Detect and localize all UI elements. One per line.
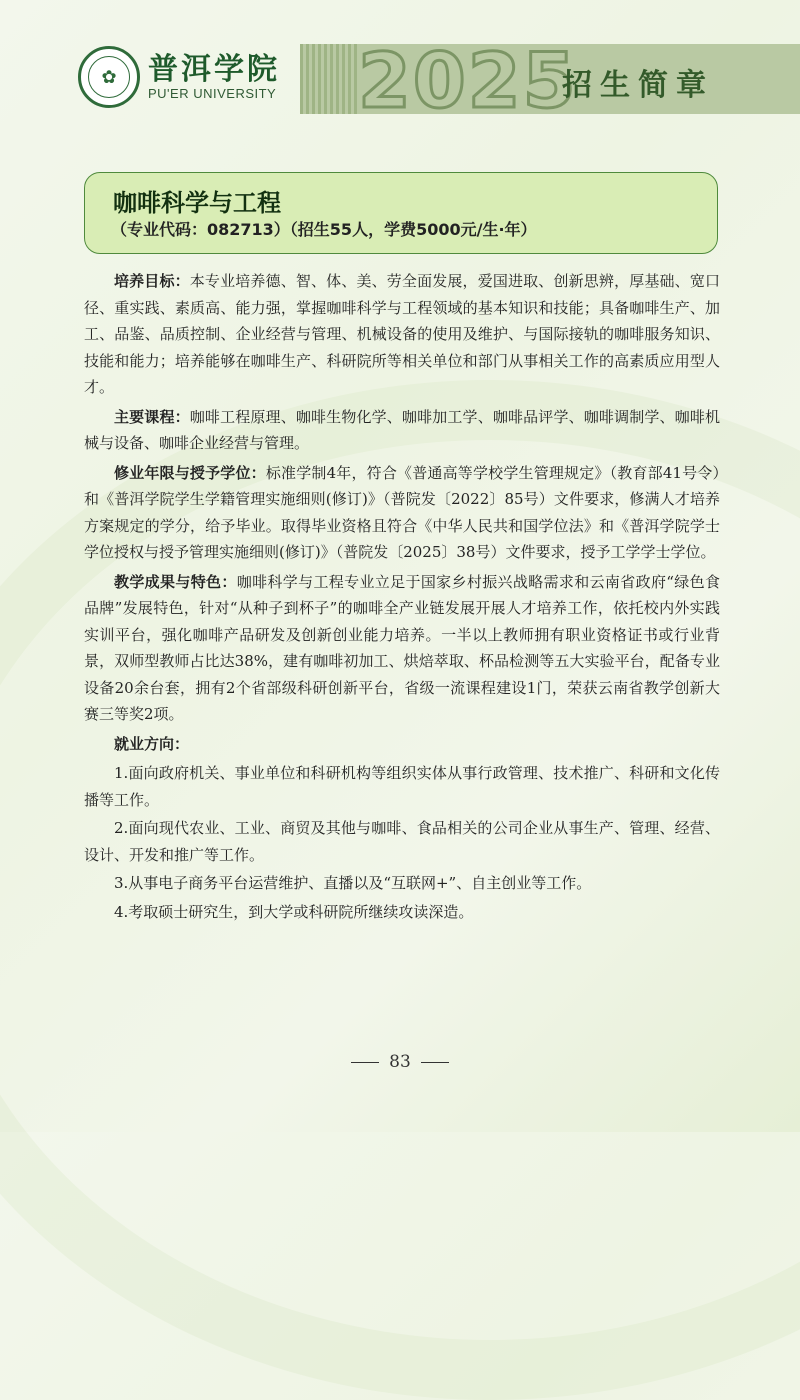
features-label: 教学成果与特色： — [114, 572, 237, 591]
university-name-en: PU'ER UNIVERSITY — [148, 85, 277, 101]
major-description — [84, 268, 720, 927]
courses-paragraph — [84, 404, 720, 457]
banner-year: 2025 — [358, 44, 578, 114]
objective-text: 本专业培养德、智、体、美、劳全面发展，爱国进取、创新思辨，厚基础、宽口径、重实践、素质高、能力强，掌握咖啡科学与工程领域的基本知识和技能；具备咖啡生产、加工、品鉴、品质控制、企业经营与管理、机械设备的使用及维护、与国际接轨的咖啡服务知识、技能和能力；培养能够在咖啡生产、科研院所等相关单位和部门从事相关工作的高素质应用型人才。 — [84, 272, 720, 396]
university-logo — [78, 46, 280, 108]
features-text: 咖啡科学与工程专业立足于国家乡村振兴战略需求和云南省政府“绿色食品牌”发展特色，针对“从种子到杯子”的咖啡全产业链发展开展人才培养工作，依托校内外实践实训平台，强化咖啡产品研发及创新创业能力培养。一半以上教师拥有职业资格证书或行业背景，双师型教师占比达38%，建有咖啡初加工、烘焙萃取、杯品检测等五大实验平台，配备专业设备20余台套，拥有2个省部级科研创新平台，省级一流课程建设1门，荣获云南省教学创新大赛三等奖2项。 — [84, 572, 720, 723]
features-paragraph — [84, 569, 720, 728]
employment-item: 2.面向现代农业、工业、商贸及其他与咖啡、食品相关的公司企业从事生产、管理、经营、设计、开发和推广等工作。 — [84, 819, 720, 864]
page-number-value: 83 — [389, 1052, 411, 1072]
page-number-dash-left — [351, 1062, 379, 1063]
page-number — [0, 1052, 800, 1072]
major-header-box — [84, 172, 718, 254]
employment-heading: 就业方向： — [114, 734, 190, 753]
courses-text: 咖啡工程原理、咖啡生物化学、咖啡加工学、咖啡品评学、咖啡调制学、咖啡机械与设备、咖啡企业经营与管理。 — [84, 407, 720, 452]
banner-stripes — [300, 44, 360, 114]
degree-label: 修业年限与授予学位： — [114, 463, 266, 482]
header-banner — [300, 44, 800, 114]
page-number-dash-right — [421, 1062, 449, 1063]
objective-paragraph — [84, 268, 720, 401]
degree-paragraph — [84, 460, 720, 566]
employment-item: 1.面向政府机关、事业单位和科研机构等组织实体从事行政管理、技术推广、科研和文化传播等工作。 — [84, 764, 720, 809]
degree-text: 标准学制4年，符合《普通高等学校学生管理规定》（教育部41号令）和《普洱学院学生学籍管理实施细则(修订)》（普院发〔2022〕85号）文件要求，修满人才培养方案规定的学分，给予毕业。取得毕业资格且符合《中华人民共和国学位法》和《普洱学院学士学位授权与授予管理实施细则(修订)》（普院发〔2025〕38号）文件要求，授予工学学士学位。 — [84, 463, 720, 561]
brochure-title: 招生简章 — [562, 68, 714, 103]
courses-label: 主要课程： — [114, 407, 190, 426]
employment-item: 4.考取硕士研究生，到大学或科研院所继续攻读深造。 — [114, 902, 474, 921]
major-subtitle: （专业代码：082713）（招生55人，学费5000元/生·年） — [111, 220, 537, 239]
university-seal-icon: ✿ — [78, 46, 140, 108]
major-title: 咖啡科学与工程 — [113, 189, 281, 217]
university-name-cn: 普洱学院 — [148, 51, 280, 87]
objective-label: 培养目标： — [114, 272, 190, 290]
employment-item: 3.从事电子商务平台运营维护、直播以及“互联网+”、自主创业等工作。 — [114, 874, 592, 892]
